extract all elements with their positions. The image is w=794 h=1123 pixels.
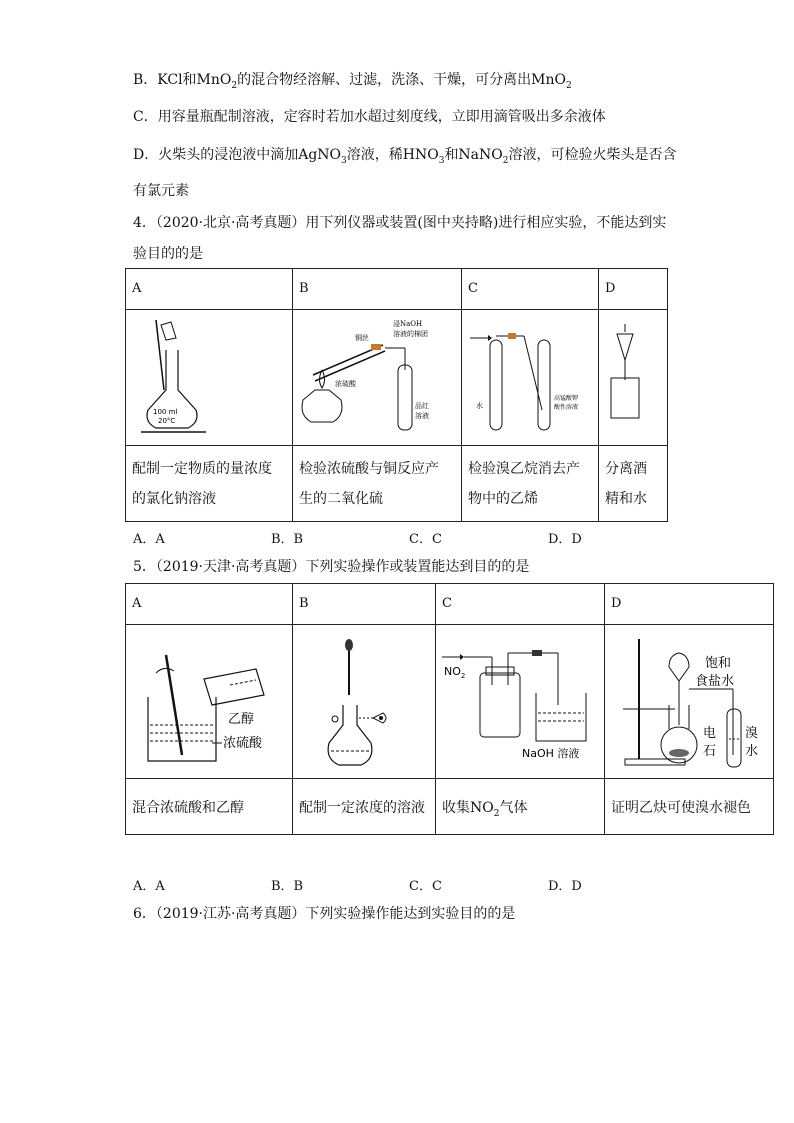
q5-caption-c: 收集$NO_2$气体 bbox=[436, 779, 605, 835]
q3-option-b: B．KCl和MnO$_2$的混合物经溶解、过滤，洗涤、干燥，可分离出MnO$_2$ bbox=[133, 72, 572, 91]
mixing-acid-ethanol-figure bbox=[126, 625, 292, 779]
water-label: 水 bbox=[476, 402, 483, 410]
ethanol-label: 乙醇 bbox=[228, 712, 255, 727]
q5-header-d: D bbox=[605, 584, 774, 625]
no2-collection-figure bbox=[436, 625, 604, 779]
q4-figure-row bbox=[126, 310, 668, 446]
acetylene-apparatus-figure bbox=[605, 625, 773, 779]
volumetric-flask-figure bbox=[126, 310, 292, 446]
q5-figure-a bbox=[126, 625, 293, 779]
q5-header-c: C bbox=[436, 584, 605, 625]
q4-caption-row bbox=[126, 446, 668, 522]
q5-stem: 5．（2019·天津·高考真题）下列实验操作或装置能达到目的的是 bbox=[133, 559, 530, 575]
q4-header-b: B bbox=[293, 269, 462, 310]
q4-figure-d bbox=[599, 310, 668, 446]
kmno4-label-1: 高锰酸钾 bbox=[554, 395, 579, 402]
naoh-cotton-label-2: 溶液的棉团 bbox=[393, 330, 428, 338]
q6-stem: 6．（2019·江苏·高考真题）下列实验操作能达到实验目的的是 bbox=[133, 906, 516, 922]
conc-acid-label: 浓硫酸 bbox=[223, 736, 263, 751]
q5-option-b: B．B bbox=[271, 879, 304, 894]
flask-temp-label: 20°C bbox=[158, 417, 176, 425]
bromine-water-label-1: 溴 bbox=[745, 726, 759, 741]
brine-label-2: 食盐水 bbox=[695, 674, 735, 689]
q5-figure-row bbox=[126, 625, 774, 779]
q5-caption-row bbox=[126, 779, 774, 835]
q5-caption-b: 配制一定浓度的溶液 bbox=[293, 779, 436, 835]
q5-table bbox=[125, 583, 774, 835]
copper-wire-label: 铜丝 bbox=[355, 334, 369, 342]
copper-acid-apparatus-figure bbox=[293, 310, 461, 446]
ethylene-test-apparatus-figure bbox=[462, 310, 596, 446]
q4-caption-c: 检验溴乙烷消去产 物中的乙烯 bbox=[462, 446, 599, 522]
q5-figure-b bbox=[293, 625, 436, 779]
q4-option-b: B．B bbox=[271, 532, 304, 547]
q5-option-a: A．A bbox=[133, 879, 165, 894]
q4-header-a: A bbox=[126, 269, 293, 310]
q3-option-c: C．用容量瓶配制溶液，定容时若加水超过刻度线，立即用滴管吸出多余液体 bbox=[133, 109, 606, 125]
q4-caption-d: 分离酒 精和水 bbox=[599, 446, 668, 522]
q5-caption-d: 证明乙炔可使溴水褪色 bbox=[605, 779, 774, 835]
q5-header-a: A bbox=[126, 584, 293, 625]
q4-stem: 4．（2020·北京·高考真题）用下列仪器或装置(图中夹持略)进行相应实验，不能达到实 bbox=[133, 215, 667, 231]
q3-option-d-cont: 有氯元素 bbox=[133, 183, 189, 199]
q5-header-b: B bbox=[293, 584, 436, 625]
separatory-funnel-figure bbox=[599, 310, 667, 446]
q4-option-d: D．D bbox=[548, 532, 582, 547]
flask-volume-label: 100 ml bbox=[153, 408, 178, 416]
q4-caption-b: 检验浓硫酸与铜反应产 生的二氧化硫 bbox=[293, 446, 462, 522]
bromine-water-label-2: 水 bbox=[745, 744, 759, 759]
no2-label: $NO_2$ bbox=[444, 665, 466, 680]
naoh-cotton-label-1: 浸NaOH bbox=[393, 320, 423, 328]
q5-figure-d bbox=[605, 625, 774, 779]
q4-header-c: C bbox=[462, 269, 599, 310]
volumetric-dropper-figure bbox=[293, 625, 435, 779]
q4-caption-a: 配制一定物质的量浓度 的氯化钠溶液 bbox=[126, 446, 293, 522]
q4-figure-b bbox=[293, 310, 462, 446]
q5-option-d: D．D bbox=[548, 879, 582, 894]
fuchsin-label-1: 品红 bbox=[415, 402, 429, 410]
q5-header-row bbox=[126, 584, 774, 625]
q4-header-row bbox=[126, 269, 668, 310]
q4-table bbox=[125, 268, 668, 522]
q4-option-c: C．C bbox=[409, 532, 442, 547]
q4-header-d: D bbox=[599, 269, 668, 310]
fuchsin-label-2: 溶液 bbox=[415, 412, 429, 420]
q5-figure-c bbox=[436, 625, 605, 779]
q4-stem-cont: 验目的的是 bbox=[133, 246, 203, 262]
naoh-solution-label: NaOH 溶液 bbox=[522, 747, 580, 760]
q4-option-a: A．A bbox=[133, 532, 165, 547]
q5-caption-a: 混合浓硫酸和乙醇 bbox=[126, 779, 293, 835]
q3-option-d: D．火柴头的浸泡液中滴加AgNO$_3$溶液，稀$HNO_3$和NaNO$_2$溶液，可检验火柴头是否含 bbox=[133, 147, 677, 166]
q4-figure-c bbox=[462, 310, 599, 446]
brine-label-1: 饱和 bbox=[705, 656, 732, 671]
carbide-label-1: 电 bbox=[703, 726, 717, 741]
q4-figure-a bbox=[126, 310, 293, 446]
kmno4-label-2: 酸性溶液 bbox=[554, 404, 579, 411]
q5-option-c: C．C bbox=[409, 879, 442, 894]
carbide-label-2: 石 bbox=[703, 744, 717, 759]
sulfuric-acid-label: 浓硫酸 bbox=[335, 380, 356, 388]
